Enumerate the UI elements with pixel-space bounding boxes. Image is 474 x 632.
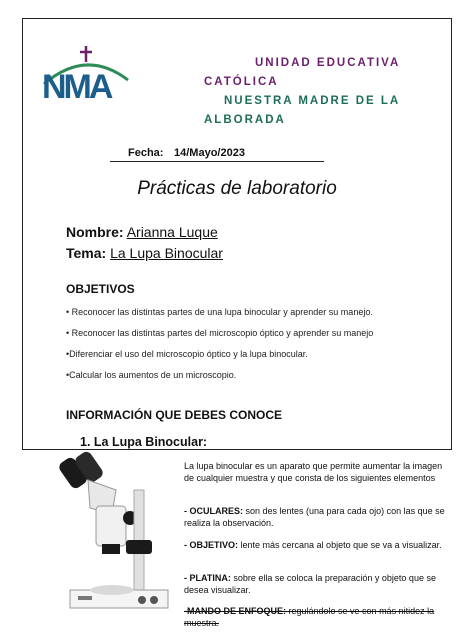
topic-field — [66, 245, 223, 261]
binocular-microscope-image — [50, 450, 175, 625]
intro-paragraph: La lupa binocular es un aparato que permite aumentar la imagen de cualquier muestra y que consta de los siguientes elementos — [184, 461, 443, 483]
part-description — [184, 573, 446, 596]
school-name-line-4: ALBORADA — [204, 114, 286, 126]
objective-item: •Diferenciar el uso del microscopio óptico y la lupa binocular. — [66, 349, 308, 359]
school-name-line-3: NUESTRA MADRE DE LA — [224, 95, 401, 107]
part-text: regulándolo se ve con más nitidez la muestra. — [184, 606, 435, 628]
objective-item: • Reconocer las distintas partes de una lupa binocular y aprender su manejo. — [66, 307, 373, 317]
school-name-line-2: CATÓLICA — [204, 76, 279, 88]
objectives-heading: OBJETIVOS — [66, 282, 135, 296]
date-row — [110, 147, 324, 162]
name-value: Arianna Luque — [126, 224, 218, 240]
part-term: - OBJETIVO: — [184, 540, 239, 550]
name-label: Nombre: — [66, 224, 124, 240]
svg-text:NMA: NMA — [42, 68, 111, 102]
part-text: lente más cercana al objeto que se va a visualizar. — [238, 540, 442, 550]
school-logo-icon — [40, 40, 132, 102]
part-description — [184, 606, 446, 629]
objective-item: •Calcular los aumentos de un microscopio. — [66, 370, 237, 380]
part-term: - OCULARES: — [184, 506, 243, 516]
school-name-line-1: UNIDAD EDUCATIVA — [255, 57, 401, 69]
objective-item: • Reconocer las distintas partes del microscopio óptico y aprender su manejo — [66, 328, 374, 338]
part-term: -MANDO DE ENFOQUE: — [184, 606, 286, 616]
topic-label: Tema: — [66, 245, 107, 261]
part-text: son des lentes (una para cada ojo) con las que se realiza la observación. — [184, 506, 445, 528]
name-field — [66, 224, 218, 240]
date-value: 14/Mayo/2023 — [174, 147, 245, 159]
part-description — [184, 540, 446, 552]
info-heading: INFORMACIÓN QUE DEBES CONOCE — [66, 408, 283, 422]
date-label: Fecha: — [128, 147, 164, 159]
part-description — [184, 506, 446, 529]
page-title: Prácticas de laboratorio — [137, 178, 337, 199]
topic-value: La Lupa Binocular — [110, 245, 223, 261]
section-1-title: 1. La Lupa Binocular: — [80, 435, 208, 449]
part-text: sobre ella se coloca la preparación y objeto que se desea visualizar. — [184, 573, 436, 595]
part-term: - PLATINA: — [184, 573, 231, 583]
